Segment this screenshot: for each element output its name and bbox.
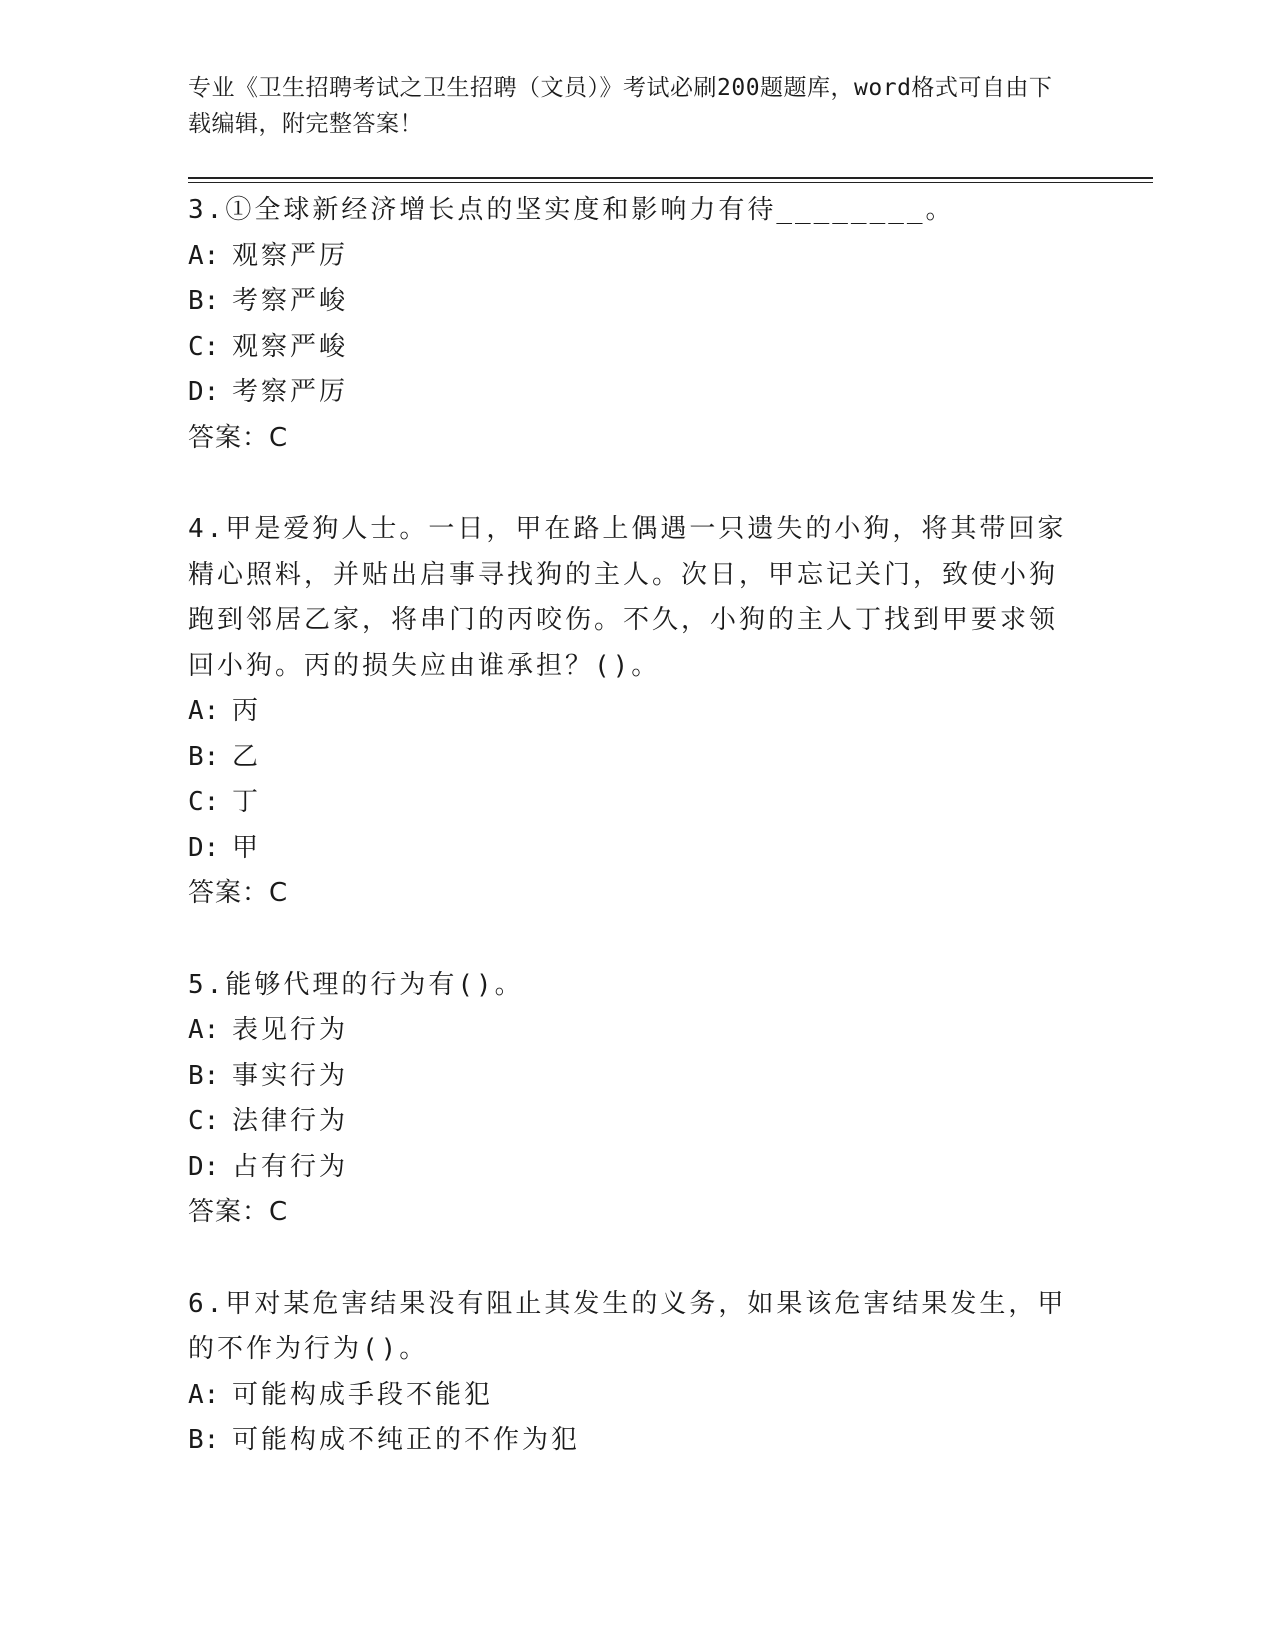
option-d (188, 370, 1068, 416)
option-key: B: (188, 286, 220, 316)
question-stem: 甲是爱狗人士。一日，甲在路上偶遇一只遗失的小狗，将其带回家精心照料，并贴出启事寻找狗的主人。次日，甲忘记关门，致使小狗跑到邻居乙家，将串门的丙咬伤。不久，小狗的主人丁找到甲要求领回小狗。丙的损失应由谁承担？()。 (188, 514, 1067, 681)
question-stem: 甲对某危害结果没有阻止其发生的义务，如果该危害结果发生，甲的不作为行为()。 (188, 1288, 1067, 1364)
header-divider-thin (188, 182, 1153, 183)
question-number: 6. (188, 1288, 226, 1319)
question-text (188, 507, 1068, 689)
option-value: 甲 (232, 832, 262, 863)
question-item (188, 963, 1068, 1236)
option-value: 法律行为 (232, 1106, 349, 1136)
option-b (188, 1054, 1068, 1100)
option-key: C: (188, 331, 220, 362)
option-value: 乙 (232, 741, 262, 772)
header-divider-thick (188, 177, 1153, 179)
option-d (188, 1145, 1068, 1191)
option-value: 事实行为 (232, 1060, 349, 1091)
question-stem: 能够代理的行为有()。 (225, 969, 524, 1000)
option-key: B: (188, 1425, 220, 1455)
question-text (188, 963, 1068, 1009)
option-value: 丙 (232, 696, 262, 726)
question-item (188, 507, 1068, 917)
question-item (188, 1282, 1068, 1464)
option-b (188, 735, 1068, 781)
option-value: 丁 (232, 787, 262, 817)
answer-line: 答案：C (188, 422, 289, 453)
option-a (188, 234, 1068, 280)
question-list (188, 188, 1068, 1510)
option-key: D: (188, 377, 220, 407)
option-value: 考察严峻 (232, 286, 349, 316)
question-text (188, 188, 1068, 234)
answer-line: 答案：C (188, 878, 289, 908)
option-key: A: (188, 240, 220, 271)
option-b (188, 279, 1068, 325)
option-key: A: (188, 696, 220, 726)
option-c (188, 780, 1068, 826)
option-a (188, 1008, 1068, 1054)
question-number: 3. (188, 195, 226, 225)
option-key: B: (188, 1060, 220, 1091)
question-stem: ①全球新经济增长点的坚实度和影响力有待________。 (225, 195, 955, 225)
option-value: 表见行为 (232, 1015, 349, 1045)
option-value: 观察严峻 (232, 331, 349, 362)
option-key: B: (188, 741, 220, 772)
option-c (188, 325, 1068, 371)
option-c (188, 1099, 1068, 1145)
option-value: 观察严厉 (232, 240, 349, 271)
option-d (188, 826, 1068, 872)
option-value: 占有行为 (232, 1151, 349, 1182)
question-item (188, 188, 1068, 461)
option-value: 可能构成手段不能犯 (232, 1379, 494, 1410)
question-text (188, 1282, 1068, 1373)
option-key: D: (188, 832, 220, 863)
answer-line: 答案：C (188, 1197, 289, 1227)
option-b (188, 1418, 1068, 1464)
question-number: 4. (188, 514, 226, 544)
option-a (188, 1373, 1068, 1419)
option-a (188, 689, 1068, 735)
option-value: 可能构成不纯正的不作为犯 (232, 1425, 581, 1455)
option-key: C: (188, 787, 220, 817)
option-key: D: (188, 1151, 220, 1182)
option-key: A: (188, 1015, 220, 1045)
question-number: 5. (188, 969, 226, 1000)
document-header: 专业《卫生招聘考试之卫生招聘（文员）》考试必刷200题题库，word格式可自由下载编辑，附完整答案！ (188, 75, 1053, 137)
option-key: A: (188, 1379, 220, 1410)
option-key: C: (188, 1106, 220, 1136)
option-value: 考察严厉 (232, 377, 349, 407)
